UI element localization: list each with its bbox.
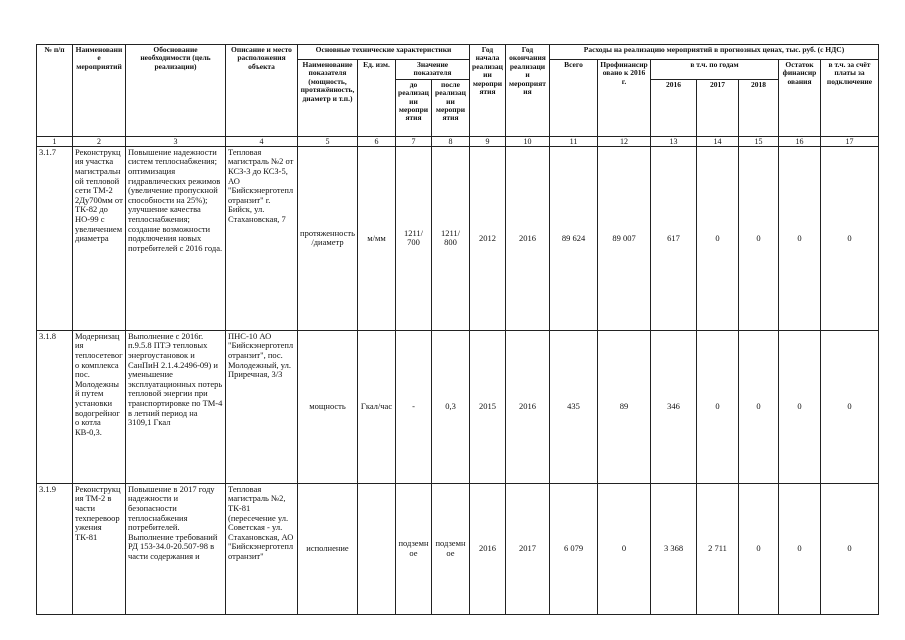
col-fee-header: в т.ч. за счёт платы за подключение: [821, 60, 879, 137]
col-prefin-header: Профинансировано к 2016 г.: [598, 60, 651, 137]
measure-reason: Выполнение с 2016г. п.9.5.8 ПТЭ тепловых энергоустановок и СанПиН 2.1.4.2496-09) и уменьшение эксплуатационных потерь тепловой энергии при транспортировке по ТМ-4 в летний период на 3109,1 Гкал: [126, 330, 226, 483]
measure-name: Реконструкция участка магистральной тепловой сети ТМ-2 2Ду700мм от ТК-82 до НО-99 с увеличением диаметра: [73, 146, 126, 330]
tech-value-header: Значение показателя: [396, 60, 470, 80]
cost-remain: 0: [779, 330, 821, 483]
year-end: 2016: [506, 330, 550, 483]
row-number: 3.1.9: [37, 483, 73, 614]
object-location: Тепловая магистраль №2 от КСЗ-3 до КСЗ-5, АО "Бийскэнерготеплотранзит" г. Бийск, ул. Стахановская, 7: [226, 146, 298, 330]
col-name-header: Наименование мероприятий: [73, 45, 126, 137]
cost-total: 89 624: [550, 146, 598, 330]
row-number: 3.1.7: [37, 146, 73, 330]
col-2016-header: 2016: [651, 79, 697, 136]
header-row-1: [37, 45, 879, 60]
cost-prefin: 89: [598, 330, 651, 483]
col-year-end-header: Год окончания реализации мероприятия: [506, 45, 550, 137]
object-location: Тепловая магистраль №2, ТК-81 (пересечение ул. Советская - ул. Стахановская, АО "Бийскэнерготеплотранзит": [226, 483, 298, 614]
value-after: подземное: [432, 483, 470, 614]
by-years-header: в т.ч. по годам: [651, 60, 779, 80]
tech-indicator: протяженность/диаметр: [298, 146, 358, 330]
value-before: подземное: [396, 483, 432, 614]
col-unit-header: Ед. изм.: [358, 60, 396, 137]
column-number: 7: [396, 136, 432, 146]
cost-prefin: 89 007: [598, 146, 651, 330]
tech-indicator: мощность: [298, 330, 358, 483]
column-number: 3: [126, 136, 226, 146]
value-before: 1211/ 700: [396, 146, 432, 330]
cost-2018: 0: [739, 483, 779, 614]
column-number: 4: [226, 136, 298, 146]
cost-fee: 0: [821, 146, 879, 330]
measure-reason: Повышение надежности систем теплоснабжения; оптимизация гидравлических режимов (увеличение пропускной способности на 25%); улучшение качества теплоснабжения; создание возможности подключения новых потребителей с 2016 года.: [126, 146, 226, 330]
column-number: 8: [432, 136, 470, 146]
column-number: 15: [739, 136, 779, 146]
unit: Гкал/час: [358, 330, 396, 483]
costs-group-header: Расходы на реализацию мероприятий в прогнозных ценах, тыс. руб. (с НДС): [550, 45, 879, 60]
value-before: -: [396, 330, 432, 483]
cost-2016: 617: [651, 146, 697, 330]
column-number: 1: [37, 136, 73, 146]
value-after: 0,3: [432, 330, 470, 483]
col-total-header: Всего: [550, 60, 598, 137]
measure-name: Модернизация теплосетевого комплекса пос. Молодежный путем установки водогрейного котла КВ-0,3.: [73, 330, 126, 483]
cost-fee: 0: [821, 483, 879, 614]
unit: [358, 483, 396, 614]
tech-group-header: Основные технические характеристики: [298, 45, 470, 60]
value-after: 1211/ 800: [432, 146, 470, 330]
col-2017-header: 2017: [697, 79, 739, 136]
col-location-header: Описание и место расположения объекта: [226, 45, 298, 137]
table-row: [37, 483, 879, 614]
cost-prefin: 0: [598, 483, 651, 614]
cost-2016: 3 368: [651, 483, 697, 614]
measure-reason: Повышение в 2017 году надежности и безопасности теплоснабжения потребителей. Выполнение требований РД 153-34.0-20.507-98 в части содержания и: [126, 483, 226, 614]
column-number: 12: [598, 136, 651, 146]
col-num-header: № п/п: [37, 45, 73, 137]
measure-name: Реконструкция ТМ-2 в части техперевооружения ТК-81: [73, 483, 126, 614]
column-number: 5: [298, 136, 358, 146]
cost-fee: 0: [821, 330, 879, 483]
cost-2017: 0: [697, 146, 739, 330]
column-number: 13: [651, 136, 697, 146]
year-end: 2016: [506, 146, 550, 330]
column-number: 14: [697, 136, 739, 146]
cost-2016: 346: [651, 330, 697, 483]
cost-2017: 0: [697, 330, 739, 483]
column-number: 11: [550, 136, 598, 146]
year-start: 2012: [470, 146, 506, 330]
cost-remain: 0: [779, 146, 821, 330]
col-remain-header: Остаток финансирования: [779, 60, 821, 137]
col-reason-header: Обоснование необходимости (цель реализации): [126, 45, 226, 137]
cost-total: 6 079: [550, 483, 598, 614]
cost-2017: 2 711: [697, 483, 739, 614]
col-after-header: после реализации мероприятия: [432, 79, 470, 136]
column-number-row: [37, 136, 879, 146]
cost-remain: 0: [779, 483, 821, 614]
column-number: 16: [779, 136, 821, 146]
col-before-header: до реализации мероприятия: [396, 79, 432, 136]
cost-2018: 0: [739, 146, 779, 330]
year-end: 2017: [506, 483, 550, 614]
table-row: [37, 330, 879, 483]
column-number: 10: [506, 136, 550, 146]
investment-program-table: [36, 44, 879, 615]
column-number: 2: [73, 136, 126, 146]
row-number: 3.1.8: [37, 330, 73, 483]
col-year-start-header: Год начала реализации мероприятия: [470, 45, 506, 137]
cost-total: 435: [550, 330, 598, 483]
column-number: 9: [470, 136, 506, 146]
col-2018-header: 2018: [739, 79, 779, 136]
year-start: 2016: [470, 483, 506, 614]
object-location: ПНС-10 АО "Бийскэнерготеплотранзит", пос. Молодежный, ул. Приречная, 3/3: [226, 330, 298, 483]
cost-2018: 0: [739, 330, 779, 483]
column-number: 17: [821, 136, 879, 146]
column-number: 6: [358, 136, 396, 146]
year-start: 2015: [470, 330, 506, 483]
table-row: [37, 146, 879, 330]
unit: м/мм: [358, 146, 396, 330]
tech-indicator: исполнение: [298, 483, 358, 614]
col-tech-name-header: Наименование показателя (мощность, протяжённость, диаметр и т.п.): [298, 60, 358, 137]
